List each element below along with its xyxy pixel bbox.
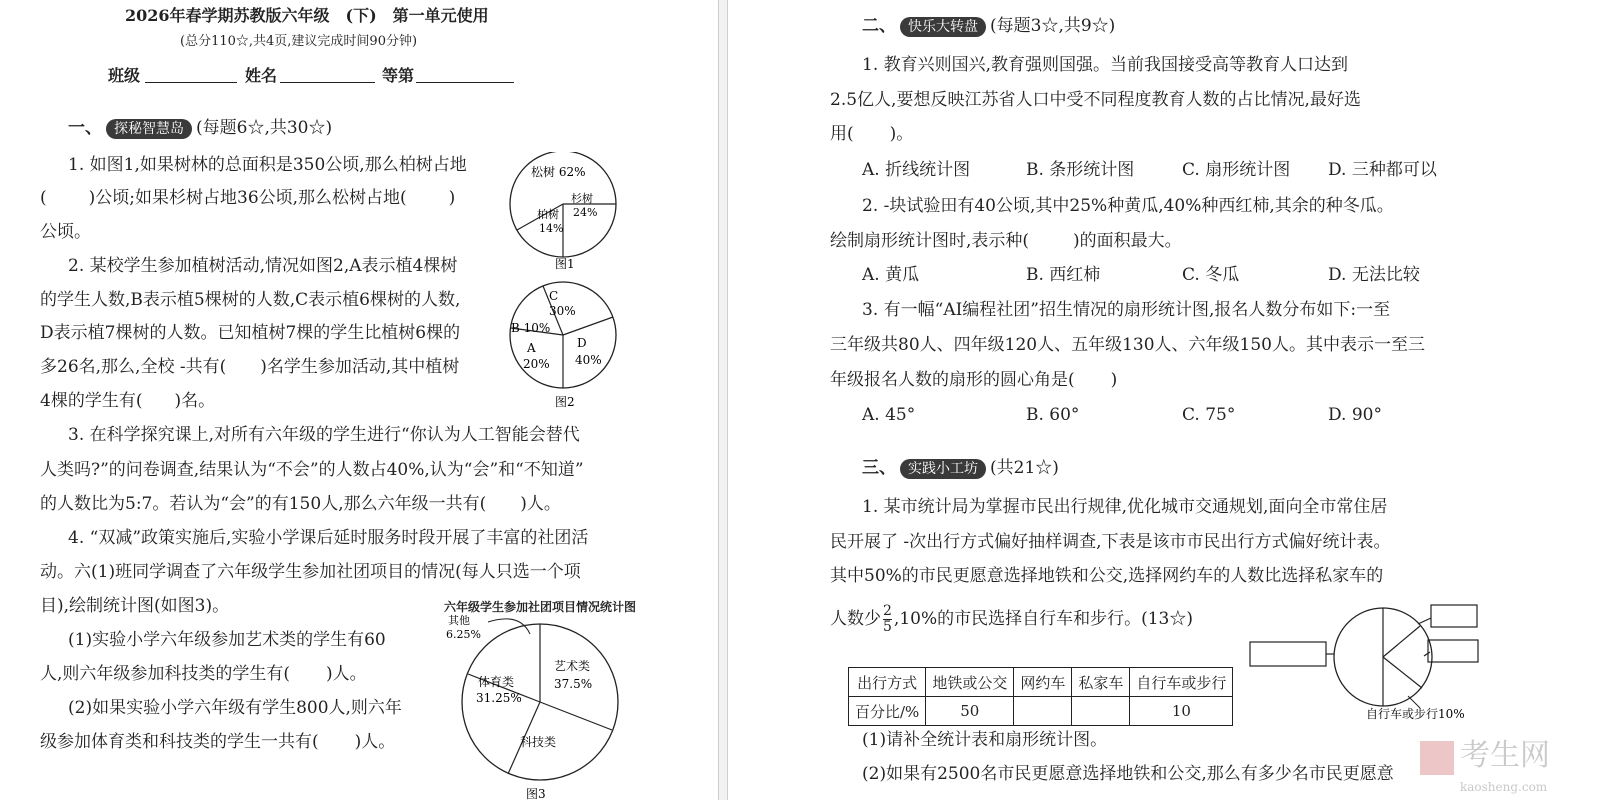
fig3-pe-pct: 31.25% (476, 691, 522, 705)
table-header-cell: 自行车或步行 (1130, 668, 1233, 697)
fig2-b-label: B 10% (511, 321, 551, 335)
grade-label: 等第 (382, 66, 415, 85)
watermark-url: kaosheng.com (1460, 780, 1548, 794)
travel-pie-chart (1248, 600, 1480, 730)
table-header-cell: 地铁或公交 (926, 668, 1014, 697)
r-q3-line3-b: ) (1110, 370, 1118, 390)
fig2-a-label: A (527, 341, 536, 355)
pie-label-box-right (1428, 640, 1478, 662)
p1-line4-a: 人数少 (830, 609, 881, 629)
table-header-cell: 出行方式 (849, 668, 926, 697)
watermark (1420, 737, 1600, 800)
p1-line2: 民开展了 -次出行方式偏好抽样调查,下表是该市市民出行方式偏好统计表。 (830, 532, 1391, 552)
q2-line5 (40, 391, 215, 411)
r-q1-line1: 1. 教育兴则国兴,教育强则国强。当前我国接受高等教育人口达到 (862, 55, 1349, 75)
section3-heading (862, 458, 1059, 479)
name-label: 姓名 (245, 66, 278, 85)
section1-badge: 探秘智慧岛 (106, 119, 192, 139)
section2-number: 二、 (862, 16, 896, 36)
fig3-pe-label: 体育类 (478, 675, 515, 689)
fig2-a-pct: 20% (523, 357, 550, 371)
name-blank (280, 82, 375, 83)
fig1-pine-label: 松树 62% (531, 165, 586, 179)
r-q2-line2 (830, 231, 1182, 251)
r-q2-option-b[interactable]: B. 西红柿 (1026, 265, 1101, 285)
pie-label-box-top-right (1431, 605, 1477, 627)
q3-line3-a: 的人数比为5:7。若认为“会”的有150人,那么六年级一共有( (40, 494, 487, 514)
q2-line3: D表示植7棵树的人数。已知植树7棵的学生比植树6棵的 (40, 323, 461, 343)
q1-line1: 1. 如图1,如果树林的总面积是350公顷,那么柏树占地 (68, 155, 467, 175)
q4-part2-b: )人。 (354, 732, 396, 752)
r-q2-blank[interactable] (1029, 232, 1073, 246)
section3-number: 三、 (862, 458, 896, 478)
fig1-cypress-label: 柏树 (537, 208, 559, 221)
q1-line2 (40, 188, 455, 208)
section2-badge: 快乐大转盘 (900, 17, 986, 37)
exam-title: 2026年春学期苏教版六年级 (下) 第一单元使用 (125, 6, 489, 25)
q4-part2-line2 (40, 732, 395, 752)
q1-line3: 公顷。 (40, 222, 91, 242)
r-q1-line3 (830, 124, 913, 144)
r-q3-blank[interactable] (1075, 371, 1111, 385)
section1-heading (68, 118, 332, 139)
r-q1-line3-a: 用( (830, 124, 854, 144)
q4-part2-line1: (2)如果实验小学六年级有学生800人,则六年 (68, 698, 402, 718)
q4-part1-a: 人,则六年级参加科技类的学生有( (40, 664, 291, 684)
q1-paren-close: ) (448, 188, 456, 208)
r-q2-line1: 2. -块试验田有40公顷,其中25%种黄瓜,40%种西红柿,其余的种冬瓜。 (862, 196, 1394, 216)
r-q1-line3-b: )。 (889, 124, 914, 144)
p1-sub1: (1)请补全统计表和扇形统计图。 (862, 730, 1108, 750)
p1-line1: 1. 某市统计局为掌握市民出行规律,优化城市交通规划,面向全市常住居 (862, 497, 1388, 517)
r-q1-option-b[interactable]: B. 条形统计图 (1026, 160, 1135, 180)
fig3-art-pct: 37.5% (554, 677, 593, 691)
table-header-cell: 私家车 (1072, 668, 1130, 697)
grade-blank (416, 82, 514, 83)
fig2-d-pct: 40% (575, 353, 602, 367)
r-q3-option-b[interactable]: B. 60° (1026, 405, 1080, 425)
pie-bike-walk-label: 自行车或步行10% (1366, 707, 1465, 721)
figure3-pie (440, 612, 640, 800)
r-q1-blank[interactable] (854, 125, 890, 139)
r-q3-line3 (830, 370, 1117, 390)
section3-badge: 实践小工坊 (900, 459, 986, 479)
fig3-caption: 图3 (526, 787, 546, 800)
pie-label-box-left (1250, 642, 1326, 666)
fraction-denominator: 5 (883, 619, 892, 635)
r-q1-option-a[interactable]: A. 折线统计图 (862, 160, 971, 180)
fig3-tech-label: 科技类 (520, 735, 557, 749)
r-q2-line2-b: )的面积最大。 (1073, 231, 1182, 251)
r-q1-line2: 2.5亿人,要想反映江苏省人口中受不同程度教育人数的占比情况,最好选 (830, 90, 1361, 110)
p1-line4 (830, 602, 1193, 636)
p1-line4-b: ,10%的市民选择自行车和步行。(13☆) (893, 609, 1194, 629)
q4-part2-blank[interactable] (319, 733, 355, 747)
table-cell-metro: 50 (926, 697, 1014, 726)
r-q2-option-d[interactable]: D. 无法比较 (1328, 265, 1420, 285)
section3-score: (共21☆) (990, 458, 1059, 478)
fig3-title: 六年级学生参加社团项目情况统计图 (444, 600, 637, 614)
r-q2-option-a[interactable]: A. 黄瓜 (862, 265, 920, 285)
r-q1-option-d[interactable]: D. 三种都可以 (1328, 160, 1437, 180)
class-label: 班级 (108, 66, 141, 85)
fig1-cypress-pct: 14% (539, 222, 564, 235)
r-q3-line1: 3. 有一幅“AI编程社团”招生情况的扇形统计图,报名人数分布如下:一至 (862, 300, 1391, 320)
section2-score: (每题3☆,共9☆) (990, 16, 1116, 36)
q4-line2: 动。六(1)班同学调查了六年级学生参加社团项目的情况(每人只选一个项 (40, 562, 581, 582)
watermark-brand: 考生网 (1460, 738, 1550, 773)
p1-sub2: (2)如果有2500名市民更愿意选择地铁和公交,那么有多少名市民更愿意 (862, 764, 1394, 784)
q2-line5-b: )名。 (174, 391, 216, 411)
fig1-fir-label: 杉树 (571, 192, 593, 205)
q2-line2: 的学生人数,B表示植5棵树的人数,C表示植6棵树的人数, (40, 290, 461, 310)
q2-line4-b: )名学生参加活动,其中植树 (260, 357, 460, 377)
r-q3-option-c[interactable]: C. 75° (1182, 405, 1236, 425)
q1-paren-open: ( (40, 188, 47, 208)
fig2-c-pct: 30% (549, 304, 576, 318)
r-q3-line3-a: 年级报名人数的扇形的圆心角是( (830, 370, 1075, 390)
r-q3-option-a[interactable]: A. 45° (862, 405, 916, 425)
q3-line1: 3. 在科学探究课上,对所有六年级的学生进行“你认为人工智能会替代 (68, 425, 580, 445)
r-q3-option-d[interactable]: D. 90° (1328, 405, 1382, 425)
watermark-logo-icon (1420, 741, 1454, 775)
fig1-fir-pct: 24% (573, 206, 598, 219)
figure2-pie (505, 280, 625, 410)
fraction-two-fifths (883, 604, 892, 635)
q3-line2: 人类吗?”的问卷调查,结果认为“不会”的人数占40%,认为“会”和“不知道” (40, 460, 584, 480)
table-cell-bike-walk: 10 (1130, 697, 1233, 726)
page-divider (718, 0, 728, 800)
q2-line4 (40, 357, 459, 377)
q1-answer-blank2[interactable] (407, 189, 449, 203)
q2-line5-a: 4棵的学生有( (40, 391, 143, 411)
table-cell-ridehail[interactable] (1014, 697, 1072, 726)
exam-subtitle: (总分110☆,共4页,建议完成时间90分钟) (180, 34, 418, 49)
q3-line3 (40, 494, 561, 514)
q2-line4-a: 多26名,那么,全校 -共有( (40, 357, 227, 377)
q4-line3: 目),绘制统计图(如图3)。 (40, 596, 230, 616)
fig2-c-label: C (549, 289, 559, 303)
q1-answer-blank1[interactable] (47, 189, 89, 203)
table-row (849, 697, 1233, 726)
q2-line1: 2. 某校学生参加植树活动,情况如图2,A表示植4棵树 (68, 256, 458, 276)
q1-text-mid: )公顷;如果杉树占地36公顷,那么松树占地( (88, 188, 407, 208)
table-header-cell: 网约车 (1014, 668, 1072, 697)
figure1-pie (505, 152, 625, 270)
r-q2-option-c[interactable]: C. 冬瓜 (1182, 265, 1240, 285)
q3-answer-blank[interactable] (486, 495, 520, 509)
q2-answer-blank1[interactable] (226, 358, 260, 372)
class-blank (145, 82, 237, 83)
left-page (0, 0, 715, 800)
section1-score: (每题6☆,共30☆) (196, 118, 333, 138)
q4-part2-a: 级参加体育类和科技类的学生一共有( (40, 732, 319, 752)
q4-part1-blank[interactable] (290, 665, 326, 679)
r-q3-line2: 三年级共80人、四年级120人、五年级130人、六年级150人。其中表示一至三 (830, 335, 1425, 355)
fig2-d-label: D (577, 336, 587, 350)
r-q2-line2-a: 绘制扇形统计图时,表示种( (830, 231, 1030, 251)
section2-heading (862, 16, 1115, 37)
fraction-numerator: 2 (883, 603, 892, 619)
table-cell-private-car[interactable] (1072, 697, 1130, 726)
q4-part1-line2 (40, 664, 367, 684)
q4-part1-line1: (1)实验小学六年级参加艺术类的学生有60 (68, 630, 386, 650)
fig1-caption: 图1 (555, 257, 575, 270)
r-q1-option-c[interactable]: C. 扇形统计图 (1182, 160, 1291, 180)
p1-line3: 其中50%的市民更愿意选择地铁和公交,选择网约车的人数比选择私家车的 (830, 566, 1384, 586)
travel-stat-table (848, 667, 1233, 726)
q4-part1-b: )人。 (326, 664, 367, 684)
section1-number: 一、 (68, 118, 102, 138)
q3-line3-b: )人。 (520, 494, 561, 514)
q4-line1: 4. “双减”政策实施后,实验小学课后延时服务时段开展了丰富的社团活 (68, 528, 589, 548)
fig3-other-pct: 6.25% (446, 628, 481, 641)
fig3-other-label: 其他 (448, 614, 470, 627)
table-header-row (849, 668, 1233, 697)
fig2-caption: 图2 (555, 395, 575, 409)
table-row-label: 百分比/% (849, 697, 926, 726)
fig3-art-label: 艺术类 (554, 659, 591, 673)
q2-answer-blank2[interactable] (142, 392, 174, 406)
